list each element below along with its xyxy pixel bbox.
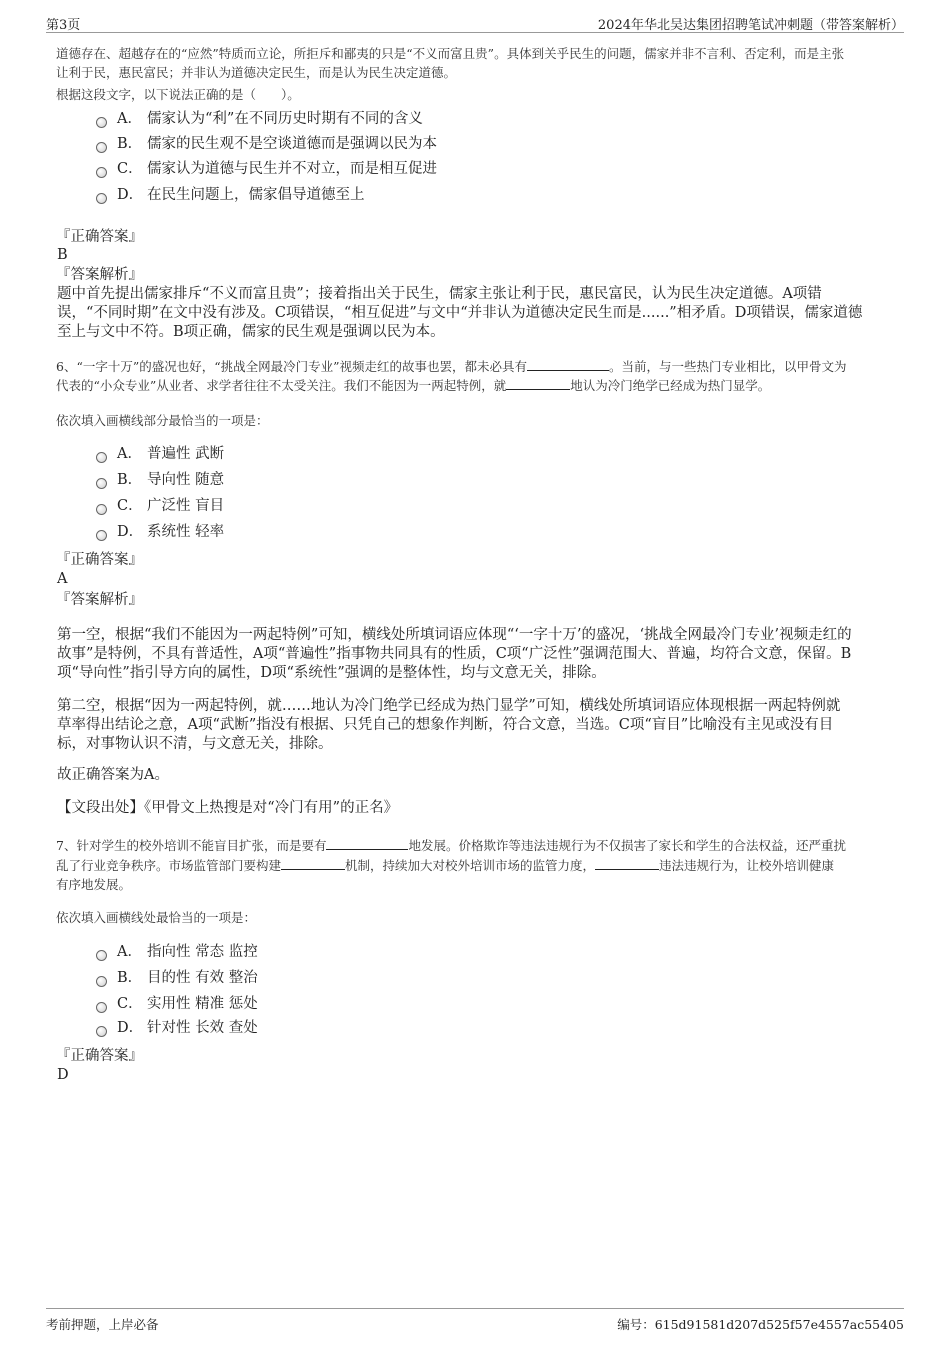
radio-icon[interactable] bbox=[96, 976, 107, 987]
q6-conclusion: 故正确答案为A。 bbox=[57, 767, 169, 783]
q7-answer: D bbox=[57, 1067, 69, 1083]
q6-analysis-label: 『答案解析』 bbox=[56, 592, 143, 608]
radio-icon[interactable] bbox=[96, 478, 107, 489]
radio-icon[interactable] bbox=[96, 117, 107, 128]
radio-icon[interactable] bbox=[96, 142, 107, 153]
q7-stem-line-2: 乱了行业竞争秩序。市场监管部门要构建 机制，持续加大对校外培训市场的监管力度， 违法违规行为，让校外培训健康 bbox=[56, 858, 835, 873]
radio-icon[interactable] bbox=[96, 193, 107, 204]
q6-para2-line-3: 标，对事物认识不清，与文意无关，排除。 bbox=[57, 736, 333, 752]
radio-icon[interactable] bbox=[96, 504, 107, 515]
q7-option-b[interactable]: B． 目的性 有效 整治 bbox=[96, 967, 258, 989]
radio-icon[interactable] bbox=[96, 530, 107, 541]
radio-icon[interactable] bbox=[96, 452, 107, 463]
q6-answer: A bbox=[57, 571, 68, 587]
q7-stem-line-1: 7、针对学生的校外培训不能盲目扩张，而是要有 地发展。价格欺诈等违法违规行为不仅损害了家长和学生的合法权益，还严重扰 bbox=[56, 838, 846, 853]
q6-stem-line-2: 代表的“小众专业”从业者、求学者往往不太受关注。我们不能因为一两起特例，就 地认为冷门绝学已经成为热门显学。 bbox=[56, 378, 771, 393]
page-footer bbox=[46, 1308, 904, 1333]
footer-slogan: 考前押题，上岸必备 bbox=[46, 1317, 159, 1332]
q6-para1-line-1: 第一空，根据“我们不能因为一两起特例”可知，横线处所填词语应体现“‘一字十万’的盛况，‘挑战全网最冷门专业’视频走红的 bbox=[57, 627, 852, 643]
q5-answer-label: 『正确答案』 bbox=[56, 229, 143, 245]
radio-icon[interactable] bbox=[96, 1002, 107, 1013]
q7-option-d[interactable]: D． 针对性 长效 查处 bbox=[96, 1017, 258, 1039]
q6-para1-line-3: 项“导向性”指引导方向的属性，D项“系统性”强调的是整体性，均与文意无关，排除。 bbox=[57, 665, 606, 681]
q5-option-d[interactable]: D． 在民生问题上，儒家倡导道德至上 bbox=[96, 184, 365, 206]
q6-para2-line-2: 草率得出结论之意，A项“武断”指没有根据、只凭自己的想象作判断，符合文意，当选。C项“盲目”比喻没有主见或没有目 bbox=[57, 717, 834, 733]
fill-blank bbox=[506, 377, 570, 390]
q5-analysis-label: 『答案解析』 bbox=[56, 267, 143, 283]
fill-blank bbox=[326, 837, 408, 850]
page-header bbox=[46, 12, 904, 33]
q6-option-b[interactable]: B． 导向性 随意 bbox=[96, 469, 224, 491]
q6-source: 【文段出处】《甲骨文上热搜是对“冷门有用”的正名》 bbox=[57, 800, 399, 816]
fill-blank bbox=[281, 857, 345, 870]
q5-analysis-line-2: 误，“不同时期”在文中没有涉及。C项错误，“相互促进”与文中“并非认为道德决定民生而是......”相矛盾。D项错误，儒家道德 bbox=[57, 305, 863, 321]
document-title: 2024年华北吴达集团招聘笔试冲刺题（带答案解析） bbox=[597, 18, 904, 33]
intro-line-1: 道德存在、超越存在的“应然”特质而立论，所拒斥和鄙夷的只是“不义而富且贵”。具体到关乎民生的问题，儒家并非不言利、否定利，而是主张 bbox=[56, 46, 845, 61]
q6-option-c[interactable]: C． 广泛性 盲目 bbox=[96, 495, 224, 517]
q5-answer: B bbox=[57, 247, 68, 263]
page-number: 第3页 bbox=[46, 18, 81, 33]
document-id: 编号：615d91581d207d525f57e4557ac55405 bbox=[617, 1317, 904, 1332]
q7-option-c[interactable]: C． 实用性 精准 惩处 bbox=[96, 993, 258, 1015]
q5-option-a[interactable]: A． 儒家认为“利”在不同历史时期有不同的含义 bbox=[96, 108, 423, 130]
q5-option-c[interactable]: C． 儒家认为道德与民生并不对立，而是相互促进 bbox=[96, 158, 437, 180]
fill-blank bbox=[595, 857, 659, 870]
radio-icon[interactable] bbox=[96, 167, 107, 178]
q6-para1-line-2: 故事”是特例，不具有普适性，A项“普遍性”指事物共同具有的性质，C项“广泛性”强调范围大、普遍，均符合文意，保留。B bbox=[57, 646, 852, 662]
fill-blank bbox=[527, 358, 609, 371]
q6-prompt: 依次填入画横线部分最恰当的一项是： bbox=[56, 413, 269, 428]
q5-option-b[interactable]: B． 儒家的民生观不是空谈道德而是强调以民为本 bbox=[96, 133, 437, 155]
radio-icon[interactable] bbox=[96, 950, 107, 961]
q6-option-a[interactable]: A． 普遍性 武断 bbox=[96, 443, 224, 465]
q6-para2-line-1: 第二空，根据“因为一两起特例，就……地认为冷门绝学已经成为热门显学”可知，横线处所填词语应体现根据一两起特例就 bbox=[57, 698, 841, 714]
q7-answer-label: 『正确答案』 bbox=[56, 1048, 143, 1064]
q5-analysis-line-1: 题中首先提出儒家排斥“不义而富且贵”；接着指出关于民生，儒家主张让利于民，惠民富民，认为民生决定道德。A项错 bbox=[57, 286, 822, 302]
radio-icon[interactable] bbox=[96, 1026, 107, 1037]
intro-line-2: 让利于民，惠民富民；并非认为道德决定民生，而是认为民生决定道德。 bbox=[56, 65, 457, 80]
q5-prompt: 根据这段文字，以下说法正确的是（ ）。 bbox=[56, 87, 300, 102]
q7-stem-line-3: 有序地发展。 bbox=[56, 877, 132, 892]
q6-answer-label: 『正确答案』 bbox=[56, 552, 143, 568]
q6-stem-line-1: 6、“一字十万”的盛况也好，“挑战全网最冷门专业”视频走红的故事也罢，都未必具有 。当前，与一些热门专业相比，以甲骨文为 bbox=[56, 359, 847, 374]
q5-analysis-line-3: 至上与文中不符。B项正确，儒家的民生观是强调以民为本。 bbox=[57, 324, 445, 340]
q7-prompt: 依次填入画横线处最恰当的一项是： bbox=[56, 910, 257, 925]
q7-option-a[interactable]: A． 指向性 常态 监控 bbox=[96, 941, 258, 963]
q6-option-d[interactable]: D． 系统性 轻率 bbox=[96, 521, 224, 543]
